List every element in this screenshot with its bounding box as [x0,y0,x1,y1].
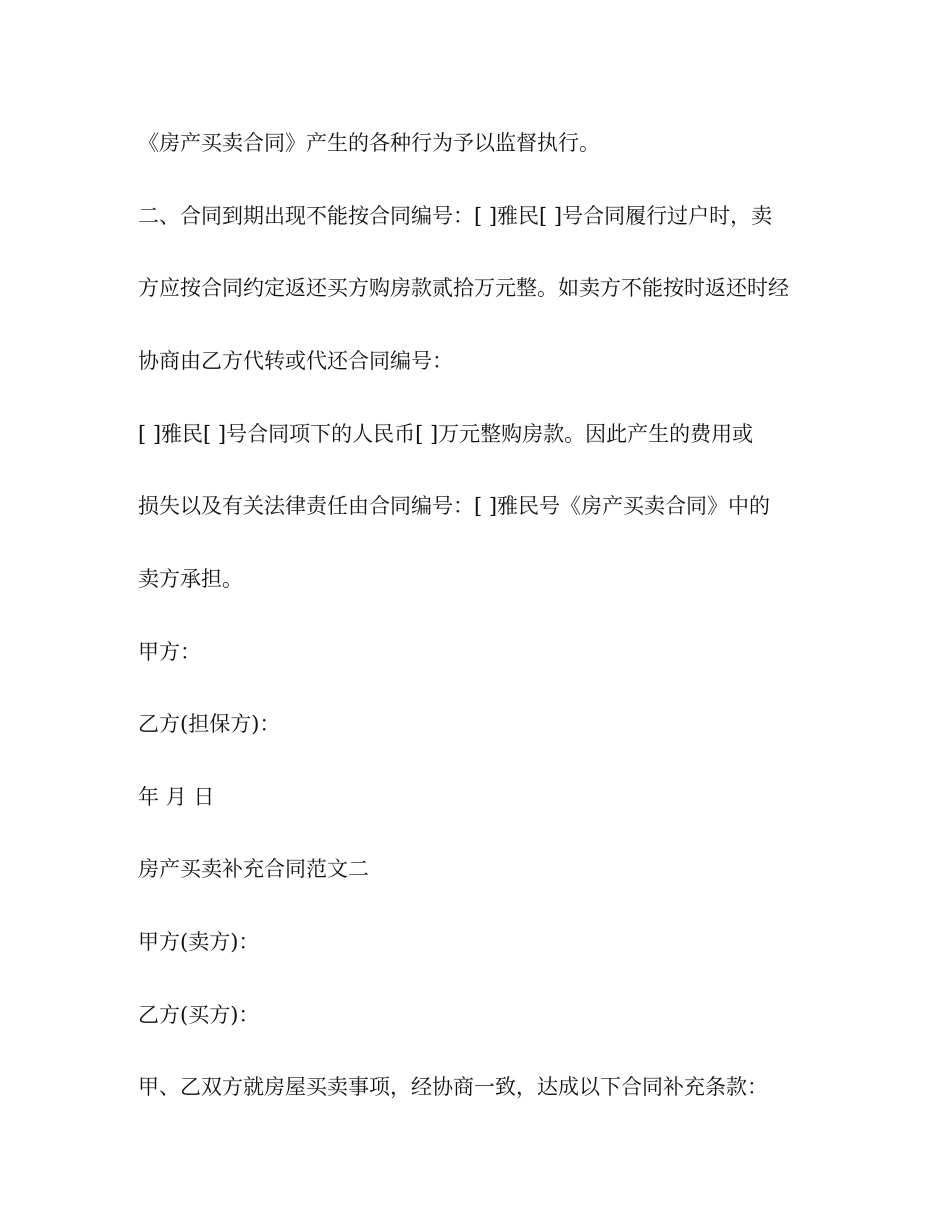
text-line: 方应按合同约定返还买方购房款贰拾万元整。如卖方不能按时返还时经 [138,276,789,300]
date-line: 年 月 日 [138,785,215,809]
text-line: [ ]雅民[ ]号合同项下的人民币[ ]万元整购房款。因此产生的费用或 [138,422,754,446]
party-b-buyer-label: 乙方(买方)： [138,1003,260,1027]
text-line: 《房产买卖合同》产生的各种行为予以监督执行。 [138,131,600,155]
party-a-label: 甲方： [138,640,201,664]
text-line: 损失以及有关法律责任由合同编号：[ ]雅民号《房产买卖合同》中的 [138,494,771,518]
section-heading: 房产买卖补充合同范文二 [138,857,369,881]
text-line: 协商由乙方代转或代还合同编号： [138,349,453,373]
text-line: 卖方承担。 [138,567,243,591]
party-a-seller-label: 甲方(卖方)： [138,930,260,954]
text-line: 甲、乙双方就房屋买卖事项，经协商一致，达成以下合同补充条款： [138,1075,768,1099]
text-line: 二、合同到期出现不能按合同编号：[ ]雅民[ ]号合同履行过户时，卖 [138,204,773,228]
party-b-guarantor-label: 乙方(担保方)： [138,712,281,736]
